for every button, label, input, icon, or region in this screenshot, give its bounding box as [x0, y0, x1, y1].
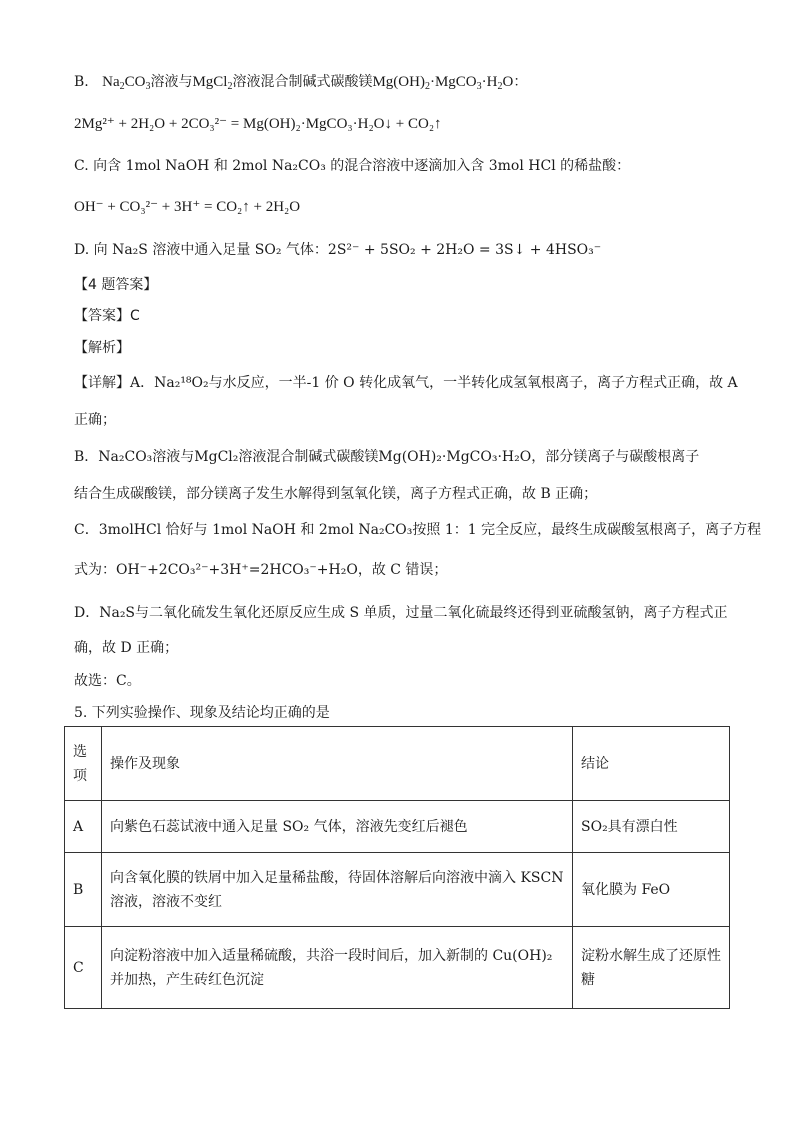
header-conclusion: 结论	[573, 727, 730, 801]
answer-line: 【答案】C	[74, 308, 140, 324]
row-operation: 向淀粉溶液中加入适量稀硫酸，共浴一段时间后，加入新制的 Cu(OH)₂并加热，产生砖红色沉淀	[102, 927, 573, 1009]
detail-c-line1: C．3molHCl 恰好与 1mol NaOH 和 2mol Na₂CO₃按照 1：1 完全反应，最终生成碳酸氢根离子，离子方程	[74, 522, 762, 538]
option-d-statement: D. 向 Na₂S 溶液中通入足量 SO₂ 气体：2S²⁻ + 5SO₂ + 2H₂O = 3S↓ + 4HSO₃⁻	[74, 242, 602, 258]
row-operation: 向含氧化膜的铁屑中加入足量稀盐酸，待固体溶解后向溶液中滴入 KSCN 溶液，溶液不变红	[102, 853, 573, 927]
detail-a-line2: 正确；	[74, 412, 116, 428]
row-option: A	[65, 801, 102, 853]
detail-d-line1: D．Na₂S与二氧化硫发生氧化还原反应生成 S 单质，过量二氧化硫最终还得到亚硫酸氢钠，离子方程式正	[74, 605, 728, 621]
table-row	[65, 801, 730, 853]
header-option: 选项	[65, 727, 102, 801]
row-conclusion: 氧化膜为 FeO	[573, 853, 730, 927]
option-b-statement: B. $Na_2CO_3$溶液与MgCl$_2$溶液混合制碱式碳酸镁$Mg(OH)_2\cdot MgCO_3\cdot H_2O$：	[74, 74, 528, 92]
option-c-statement: C. 向含 1mol NaOH 和 2mol Na₂CO₃ 的混合溶液中逐滴加入含 3mol HCl 的稀盐酸：	[74, 158, 631, 174]
conclusion-line: 故选：C。	[74, 673, 141, 689]
row-conclusion: SO₂具有漂白性	[573, 801, 730, 853]
options-table	[64, 726, 730, 1009]
row-option: B	[65, 853, 102, 927]
table-row	[65, 927, 730, 1009]
header-operation: 操作及现象	[102, 727, 573, 801]
analysis-heading: 【解析】	[74, 340, 130, 356]
detail-d-line2: 确，故 D 正确；	[74, 640, 179, 656]
answer-heading: 【4 题答案】	[74, 277, 158, 293]
option-b-equation: 2Mg²⁺ + 2H₂O + 2CO₃²⁻ = Mg(OH)₂·MgCO₃·H₂O↓ + CO₂↑	[74, 116, 442, 132]
row-conclusion: 淀粉水解生成了还原性糖	[573, 927, 730, 1009]
option-c-equation: OH⁻ + CO₃²⁻ + 3H⁺ = CO₂↑ + 2H₂O	[74, 199, 301, 215]
detail-c-line2: 式为：OH⁻+2CO₃²⁻+3H⁺=2HCO₃⁻+H₂O，故 C 错误；	[74, 562, 448, 578]
detail-b-line2: 结合生成碳酸镁，部分镁离子发生水解得到氢氧化镁，离子方程式正确，故 B 正确；	[74, 486, 598, 502]
table-row	[65, 853, 730, 927]
table-header-row	[65, 727, 730, 801]
detail-b-line1: B．Na₂CO₃溶液与MgCl₂溶液混合制碱式碳酸镁Mg(OH)₂·MgCO₃·H₂O，部分镁离子与碳酸根离子	[74, 449, 700, 465]
detail-a-line1: 【详解】A．Na₂¹⁸O₂与水反应，一半-1 价 O 转化成氧气，一半转化成氢氧根离子，离子方程式正确，故 A	[74, 375, 738, 391]
question-5-title: 5. 下列实验操作、现象及结论均正确的是	[74, 705, 330, 721]
row-option: C	[65, 927, 102, 1009]
row-operation: 向紫色石蕊试液中通入足量 SO₂ 气体，溶液先变红后褪色	[102, 801, 573, 853]
